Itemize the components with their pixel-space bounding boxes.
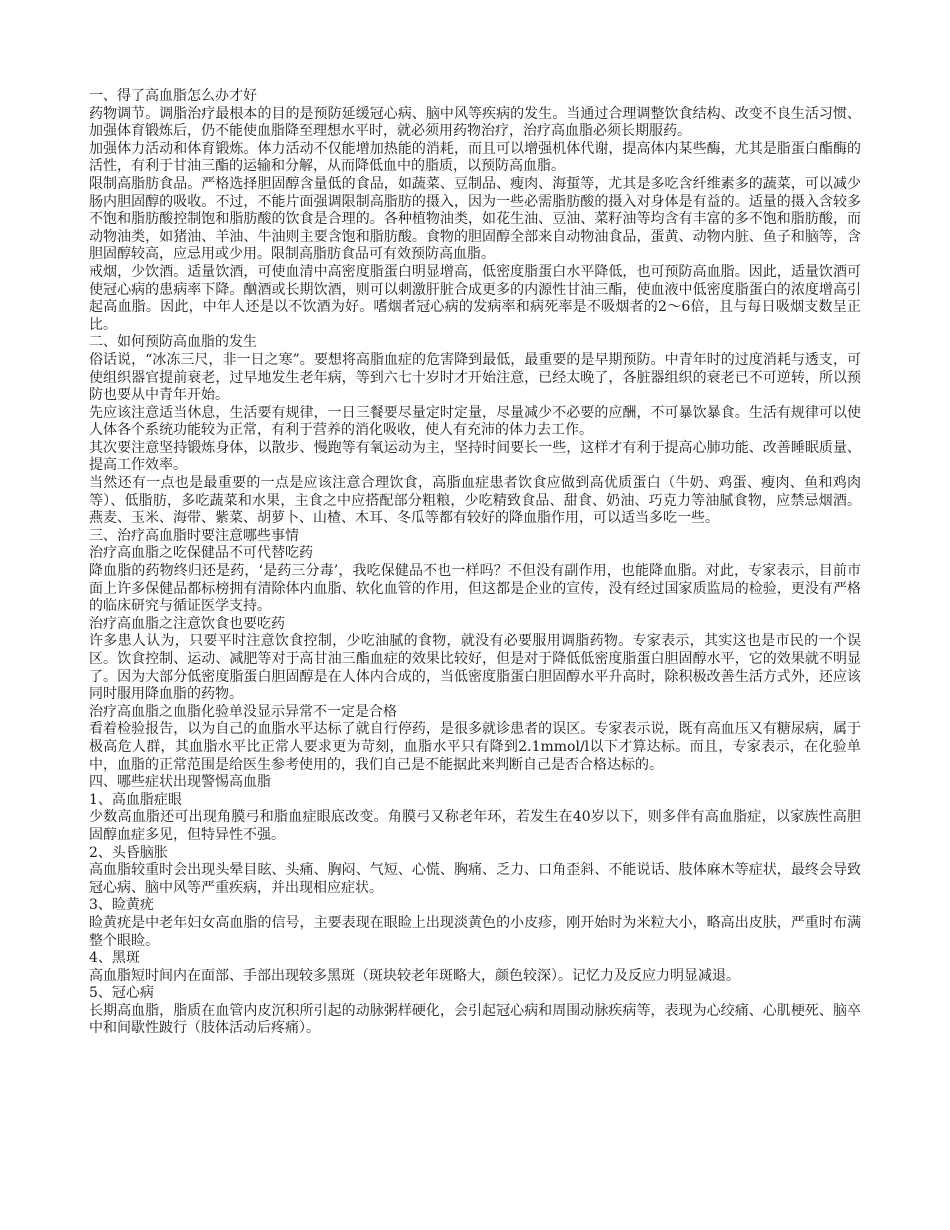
sub-heading: 治疗高血脂之血脂化验单没显示异常不一定是合格 — [89, 703, 397, 720]
paragraph: 当然还有一点也是最重要的一点是应该注意合理饮食，高脂血症患者饮食应做到高优质蛋白（牛奶、鸡蛋、瘦肉、鱼和鸡肉等）、低脂肪，多吃蔬菜和水果，主食之中应搭配部分粗粮，少吃精致食品、甜食、奶油、巧克力等油腻食物，应禁忌烟酒。燕麦、玉米、海带、紫菜、胡萝卜、山楂、木耳、冬瓜等都有较好的降血脂作用，可以适当多吃一些。 — [89, 475, 861, 527]
paragraph: 许多患人认为，只要平时注意饮食控制，少吃油腻的食物，就没有必要服用调脂药物。专家表示，其实这也是市民的一个误区。饮食控制、运动、减肥等对于高甘油三酯血症的效果比较好，但是对于降低低密度脂蛋白胆固醇水平，它的效果就不明显了。因为大部分低密度脂蛋白胆固醇是在人体内合成的，当低密度脂蛋白胆固醇水平升高时，除积极改善生活方式外，还应该同时服用降血脂的药物。 — [89, 633, 861, 703]
paragraph: 戒烟，少饮酒。适量饮酒，可使血清中高密度脂蛋白明显增高，低密度脂蛋白水平降低，也可预防高血脂。因此，适量饮酒可使冠心病的患病率下降。酗酒或长期饮酒，则可以刺激肝脏合成更多的内源性甘油三酯，使血液中低密度脂蛋白的浓度增高引起高血脂。因此，中年人还是以不饮酒为好。嗜烟者冠心病的发病率和病死率是不吸烟者的2～6倍，且与每日吸烟支数呈正比。 — [89, 263, 861, 333]
paragraph: 其次要注意坚持锻炼身体，以散步、慢跑等有氧运动为主，坚持时间要长一些，这样才有利于提高心肺功能、改善睡眠质量、提高工作效率。 — [89, 439, 861, 474]
paragraph: 药物调节。调脂治疗最根本的目的是预防延缓冠心病、脑中风等疾病的发生。当通过合理调整饮食结构、改变不良生活习惯、加强体育锻炼后，仍不能使血脂降至理想水平时，就必须用药物治疗，治疗高血脂必须长期服药。 — [89, 105, 861, 140]
paragraph: 俗话说，“冰冻三尺，非一日之寒”。要想将高脂血症的危害降到最低，最重要的是早期预防。中青年时的过度消耗与透支，可使组织器官提前衰老，过早地发生老年病，等到六七十岁时才开始注意，已经太晚了，各脏器组织的衰老已不可逆转，所以预防也要从中青年开始。 — [89, 351, 861, 404]
paragraph: 看着检验报告，以为自己的血脂水平达标了就自行停药，是很多就诊患者的误区。专家表示说，既有高血压又有糖尿病，属于极高危人群，其血脂水平比正常人要求更为苛刻，血脂水平只有降到2.1mmol/l以下才算达标。而且，专家表示，在化验单中，血脂的正常范围是给医生参考使用的，我们自己是不能据此来判断自己是否合格达标的。 — [89, 721, 861, 773]
section-heading-2: 二、如何预防高血脂的发生 — [89, 334, 257, 351]
symptom-heading: 1、高血脂症眼 — [89, 791, 182, 808]
symptom-heading: 3、睑黄疣 — [89, 897, 154, 914]
section-heading-1: 一、得了高血脂怎么办才好 — [89, 88, 257, 104]
paragraph: 高血脂较重时会出现头晕目眩、头痛、胸闷、气短、心慌、胸痛、乏力、口角歪斜、不能说话、肢体麻木等症状，最终会导致冠心病、脑中风等严重疾病，并出现相应症状。 — [89, 862, 861, 896]
section-heading-4: 四、哪些症状出现警惕高血脂 — [89, 774, 271, 791]
document-body — [89, 88, 861, 1038]
paragraph: 先应该注意适当休息，生活要有规律，一日三餐要尽量定时定量，尽量减少不必要的应酬，不可暴饮暴食。生活有规律可以使人体各个系统功能较为正常，有利于营养的消化吸收，使人有充沛的体力去工作。 — [89, 404, 861, 439]
paragraph: 睑黄疣是中老年妇女高血脂的信号，主要表现在眼睑上出现淡黄色的小皮疹，刚开始时为米粒大小，略高出皮肤，严重时布满整个眼睑。 — [89, 914, 861, 949]
paragraph: 长期高血脂，脂质在血管内皮沉积所引起的动脉粥样硬化，会引起冠心病和周围动脉疾病等，表现为心绞痛、心肌梗死、脑卒中和间歇性跛行（肢体活动后疼痛）。 — [89, 1002, 861, 1037]
symptom-heading: 2、头昏脑胀 — [89, 844, 168, 861]
paragraph: 少数高血脂还可出现角膜弓和脂血症眼底改变。角膜弓又称老年环，若发生在40岁以下，则多伴有高血脂症，以家族性高胆固醇血症多见，但特异性不强。 — [89, 809, 861, 843]
sub-heading: 治疗高血脂之吃保健品不可代替吃药 — [89, 545, 313, 562]
symptom-heading: 4、黑斑 — [89, 950, 140, 967]
paragraph: 高血脂短时间内在面部、手部出现较多黑斑（斑块较老年斑略大，颜色较深）。记忆力及反应力明显减退。 — [89, 967, 740, 984]
symptom-heading: 5、冠心病 — [89, 985, 154, 1002]
sub-heading: 治疗高血脂之注意饮食也要吃药 — [89, 615, 285, 632]
section-heading-3: 三、治疗高血脂时要注意哪些事情 — [89, 527, 299, 544]
paragraph: 加强体力活动和体育锻炼。体力活动不仅能增加热能的消耗，而且可以增强机体代谢，提高体内某些酶，尤其是脂蛋白酯酶的活性，有利于甘油三酯的运输和分解，从而降低血中的脂质，以预防高血脂。 — [89, 140, 861, 175]
paragraph: 降血脂的药物终归还是药，‘是药三分毒’，我吃保健品不也一样吗？不但没有副作用，也能降血脂。对此，专家表示，目前市面上许多保健品都标榜拥有清除体内血脂、软化血管的作用，但这都是企业的宣传，没有经过国家质监局的检验，更没有严格的临床研究与循证医学支持。 — [89, 563, 861, 615]
paragraph: 限制高脂肪食品。严格选择胆固醇含量低的食品，如蔬菜、豆制品、瘦肉、海蜇等，尤其是多吃含纤维素多的蔬菜，可以减少肠内胆固醇的吸收。不过，不能片面强调限制高脂肪的摄入，因为一些必需脂肪酸的摄入对身体是有益的。适量的摄入含较多不饱和脂肪酸控制饱和脂肪酸的饮食是合理的。各种植物油类，如花生油、豆油、菜籽油等均含有丰富的多不饱和脂肪酸，而动物油类，如猪油、羊油、牛油则主要含饱和脂肪酸。食物的胆固醇全部来自动物油食品，蛋黄、动物内脏、鱼子和脑等，含胆固醇较高，应忌用或少用。限制高脂肪食品可有效预防高血脂。 — [89, 175, 861, 263]
